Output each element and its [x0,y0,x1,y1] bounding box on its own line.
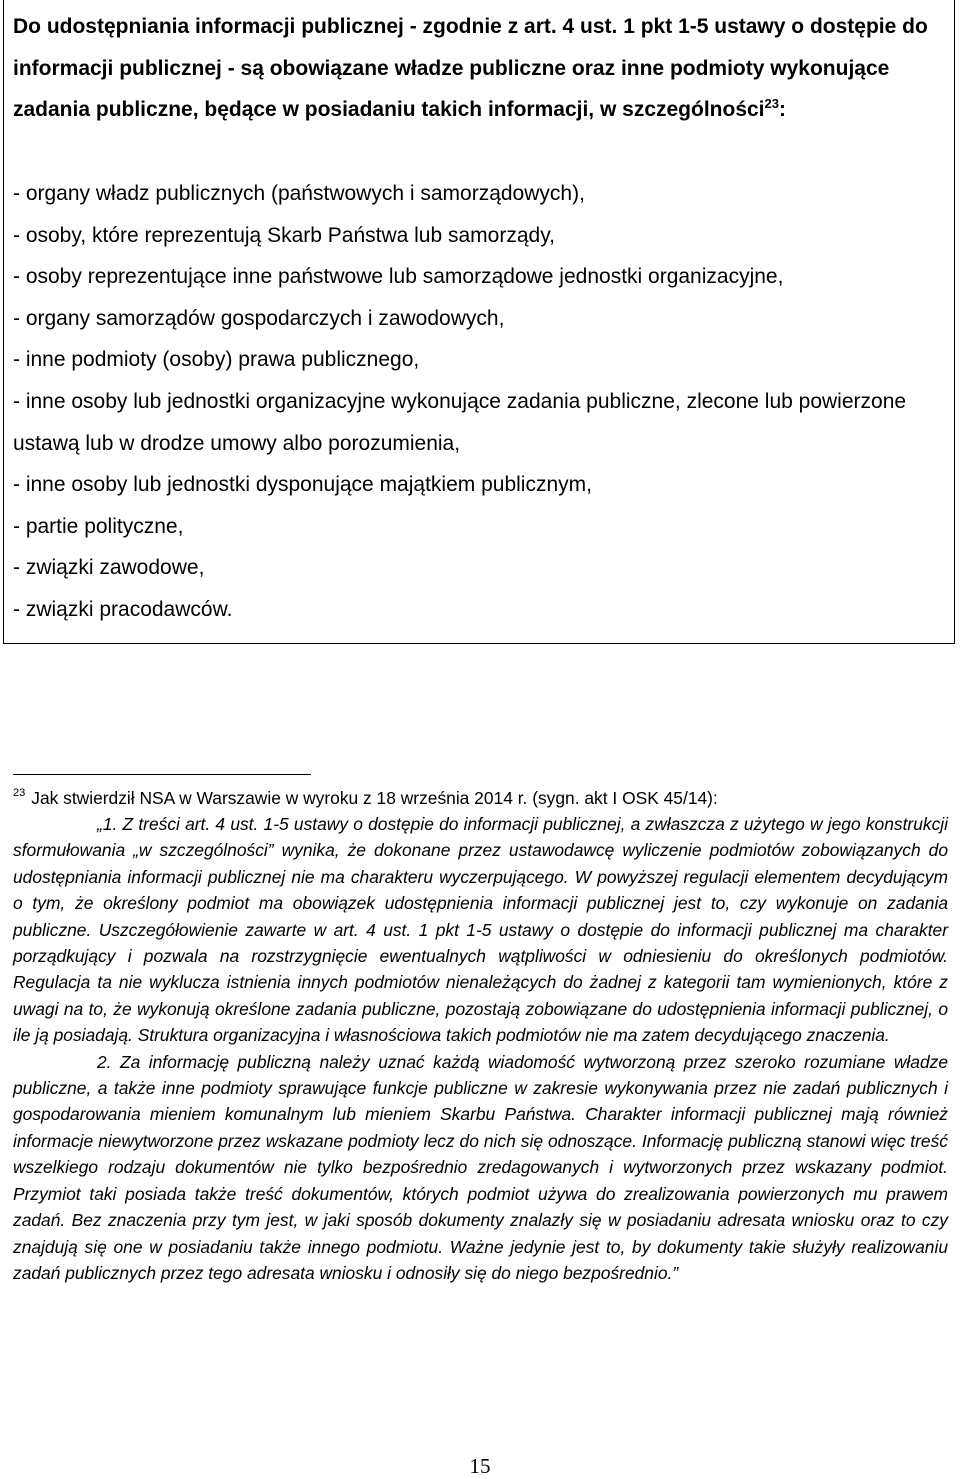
quote-paragraph-1 [13,811,948,1049]
footnote [13,785,948,1286]
quote-paragraph-2 [13,1049,948,1287]
footnote-number: 23 [13,787,26,799]
footnote-separator [13,774,311,775]
footnote-heading [13,785,948,811]
list-item: - związki pracodawców. [13,597,233,621]
intro-paragraph [13,6,948,131]
list-item: - osoby, które reprezentują Skarb Państwa lub samorządy, [13,223,555,247]
footnote-heading-text: Jak stwierdził NSA w Warszawie w wyroku z 18 września 2014 r. (sygn. akt I OSK 45/14): [31,788,718,808]
intro-text: Do udostępniania informacji publicznej - zgodnie z art. 4 ust. 1 pkt 1-5 ustawy o dostępie do informacji publicznej - są obowiązane władze publiczne oraz inne podmioty wykonujące zadania publiczne, będące w posiadaniu takich informacji, w szczególności [13,15,928,121]
page-number: 15 [469,1454,491,1478]
entity-list [0,173,952,631]
list-item: - organy samorządów gospodarczych i zawodowych, [13,306,505,330]
list-item: - inne osoby lub jednostki dysponujące majątkiem publicznym, [13,473,592,497]
court-quote [13,811,948,1286]
quote-paragraph-1-text: „1. Z treści art. 4 ust. 1-5 ustawy o dostępie do informacji publicznej, a zwłaszcza z użytego w jego konstrukcji sformułowania „w szczególności” wynika, że dokonane przez ustawodawcę wyliczenie podmiotów zobowiązanych do udostępniania informacji publicznej nie ma charakteru wyczerpującego. W powyższej regulacji elementem decydującym o tym, że określony podmiot ma obowiązek udostępnienia informacji publicznej jest to, czy wykonuje on zadania publiczne. Uszczegółowienie zawarte w art. 4 ust. 1 pkt 1-5 ustawy o dostępie do informacji publicznej ma charakter porządkujący i pozwala na rozstrzygnięcie ewentualnych wątpliwości w odniesieniu do określonych podmiotów. Regulacja ta nie wyklucza istnienia innych podmiotów nienależących do żadnej z kategorii tam wymienionych, które z uwagi na to, że wykonują określone zadania publiczne, pozostają zobowiązane do udostępnienia informacji publicznej, o ile ją posiadają. Struktura organizacyjna i własnościowa takich podmiotów nie ma zatem decydującego znaczenia. [13,814,948,1046]
quote-paragraph-2-text: 2. Za informację publiczną należy uznać każdą wiadomość wytworzoną przez szeroko rozumiane władze publiczne, a także inne podmioty sprawujące funkcje publiczne w zakresie wykonywania przez nie zadań publicznych i gospodarowania mieniem komunalnym lub mieniem Skarbu Państwa. Charakter informacji publicznej mają również informacje niewytworzone przez wskazane podmioty lecz do nich się odnoszące. Informację publiczną stanowi więc treść wszelkiego rodzaju dokumentów nie tylko bezpośrednio zredagowanych i wytworzonych przez wskazany podmiot. Przymiot taki posiada także treść dokumentów, których podmiot używa do zrealizowania powierzonych mu prawem zadań. Bez znaczenia przy tym jest, w jaki sposób dokumenty znalazły się w posiadaniu adresata wniosku oraz to czy znajdują się one w posiadaniu także innego podmiotu. Ważne jedynie jest to, by dokumenty takie służyły realizowaniu zadań publicznych przez tego adresata wniosku i odnosiły się do niego bezpośrednio.” [13,1051,948,1283]
list-item: - związki zawodowe, [13,556,205,580]
list-item: - inne podmioty (osoby) prawa publicznego, [13,348,420,372]
intro-suffix: : [779,98,786,121]
list-item: - organy władz publicznych (państwowych i samorządowych), [13,182,585,205]
list-item: - partie polityczne, [13,514,184,538]
footnote-reference[interactable]: 23 [764,96,779,111]
list-item: - inne osoby lub jednostki organizacyjne wykonujące zadania publiczne, zlecone lub powierzone ustawą lub w drodze umowy albo porozumienia, [13,389,907,455]
list-item: - osoby reprezentujące inne państwowe lub samorządowe jednostki organizacyjne, [13,265,784,289]
